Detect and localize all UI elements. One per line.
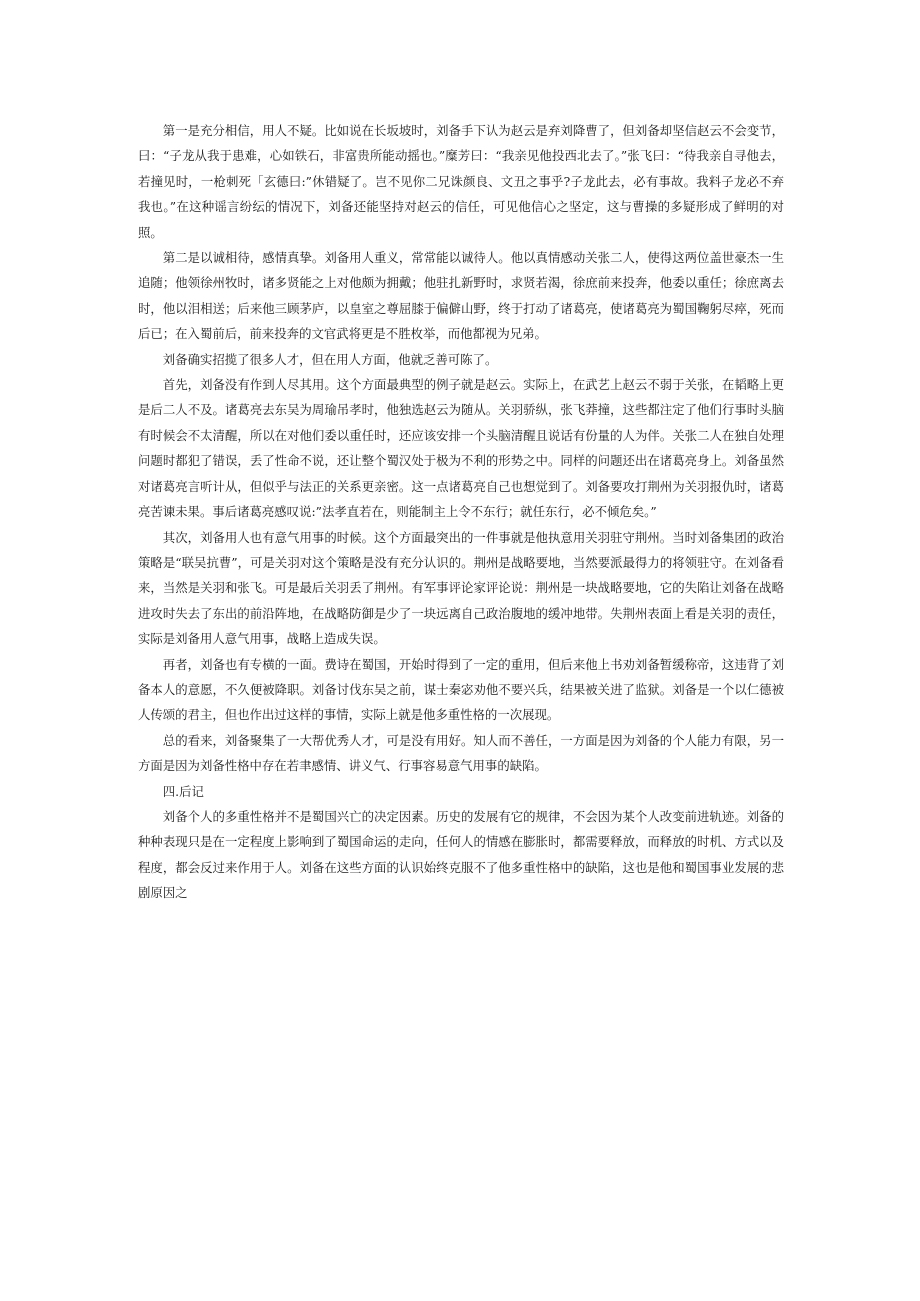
paragraph-3: 刘备确实招揽了很多人才，但在用人方面，他就乏善可陈了。 — [162, 351, 498, 367]
paragraph-5: 其次，刘备用人也有意气用事的时候。这个方面最突出的一件事就是他执意用关羽驻守荆州。当时刘备集团的政治策略是“联吴抗曹”，可是关羽对这个策略是没有充分认识的。荆州是战略要地，当然要派最得力的将领驻守。在刘备看来，当然是关羽和张飞。可是最后关羽丢了荆州。有军事评论家评论说：荆州是一块战略要地，它的失陷让刘备在战略进攻时失去了东出的前沿阵地，在战略防御是少了一块远离自己政治腹地的缓冲地带。失荆州表面上看是关羽的责任，实际是刘备用人意气用事，战略上造成失误。 — [138, 529, 784, 647]
paragraph-2: 第二是以诚相待，感情真挚。刘备用人重义，常常能以诚待人。他以真情感动关张二人，使得这两位盖世豪杰一生追随；他领徐州牧时，诸多贤能之上对他颇为拥戴；他驻扎新野时，求贤若渴，徐庶前来投奔，他委以重任；徐庶离去时，他以泪相送；后来他三顾茅庐，以皇室之尊屈膝于偏僻山野，终于打动了诸葛亮，使诸葛亮为蜀国鞠躬尽瘁，死而后已；在入蜀前后，前来投奔的文官武将更是不胜枚举，而他都视为兄弟。 — [138, 250, 784, 342]
paragraph-1: 第一是充分相信，用人不疑。比如说在长坂坡时，刘备手下认为赵云是弃刘降曹了，但刘备却坚信赵云不会变节，曰：“子龙从我于患难，心如铁石，非富贵所能动摇也。”糜芳曰：“我亲见他投西北去了。”张飞曰：“待我亲自寻他去，若撞见时，一枪刺死「玄德曰:”休错疑了。岂不见你二兄诛颜良、文丑之事乎?子龙此去，必有事故。我料子龙必不弃我也。”在这种谣言纷纭的情况下，刘备还能坚持对赵云的信任，可见他信心之坚定，这与曹操的多疑形成了鲜明的对照。 — [138, 123, 784, 240]
paragraph-6: 再者，刘备也有专横的一面。费诗在蜀国，开始时得到了一定的重用，但后来他上书劝刘备暂缓称帝，这违背了刘备本人的意愿，不久便被降职。刘备讨伐东吴之前，谋士秦宓劝他不要兴兵，结果被关进了监狱。刘备是一个以仁德被人传颂的君主，但也作出过这样的事情，实际上就是他多重性格的一次展现。 — [138, 656, 784, 723]
document-body — [138, 118, 784, 906]
section-heading: 四.后记 — [162, 783, 204, 799]
final-paragraph: 刘备个人的多重性格并不是蜀国兴亡的决定因素。历史的发展有它的规律，不会因为某个人改变前进轨迹。刘备的种种表现只是在一定程度上影响到了蜀国命运的走向，任何人的情感在膨胀时，都需要释放，而释放的时机、方式以及程度，都会反过来作用于人。刘备在这些方面的认识始终克服不了他多重性格中的缺陷，这也是他和蜀国事业发展的悲剧原因之 — [138, 808, 784, 901]
paragraph-4: 首先，刘备没有作到人尽其用。这个方面最典型的例子就是赵云。实际上，在武艺上赵云不弱于关张，在韬略上更是后二人不及。诸葛亮去东吴为周瑜吊孝时，他独选赵云为随从。关羽骄纵，张飞莽撞，这些都注定了他们行事时头脑有时候会不太清醒，所以在对他们委以重任时，还应该安排一个头脑清醒且说话有份量的人为伴。关张二人在独自处理问题时都犯了错误，丢了性命不说，还让整个蜀汉处于极为不利的形势之中。同样的问题还出在诸葛亮身上。刘备虽然对诸葛亮言听计从，但似乎与法正的关系更亲密。这一点诸葛亮自己也想觉到了。刘备要攻打荆州为关羽报仇时，诸葛亮苦谏未果。事后诸葛亮感叹说:”法孝直若在，则能制主上令不东行；就任东行，必不倾危矣。” — [138, 377, 784, 520]
paragraph-7: 总的看来，刘备聚集了一大帮优秀人才，可是没有用好。知人而不善任，一方面是因为刘备的个人能力有限，另一方面是因为刘备性格中存在若聿感情、讲义气、行事容易意气用事的缺陷。 — [138, 732, 784, 774]
